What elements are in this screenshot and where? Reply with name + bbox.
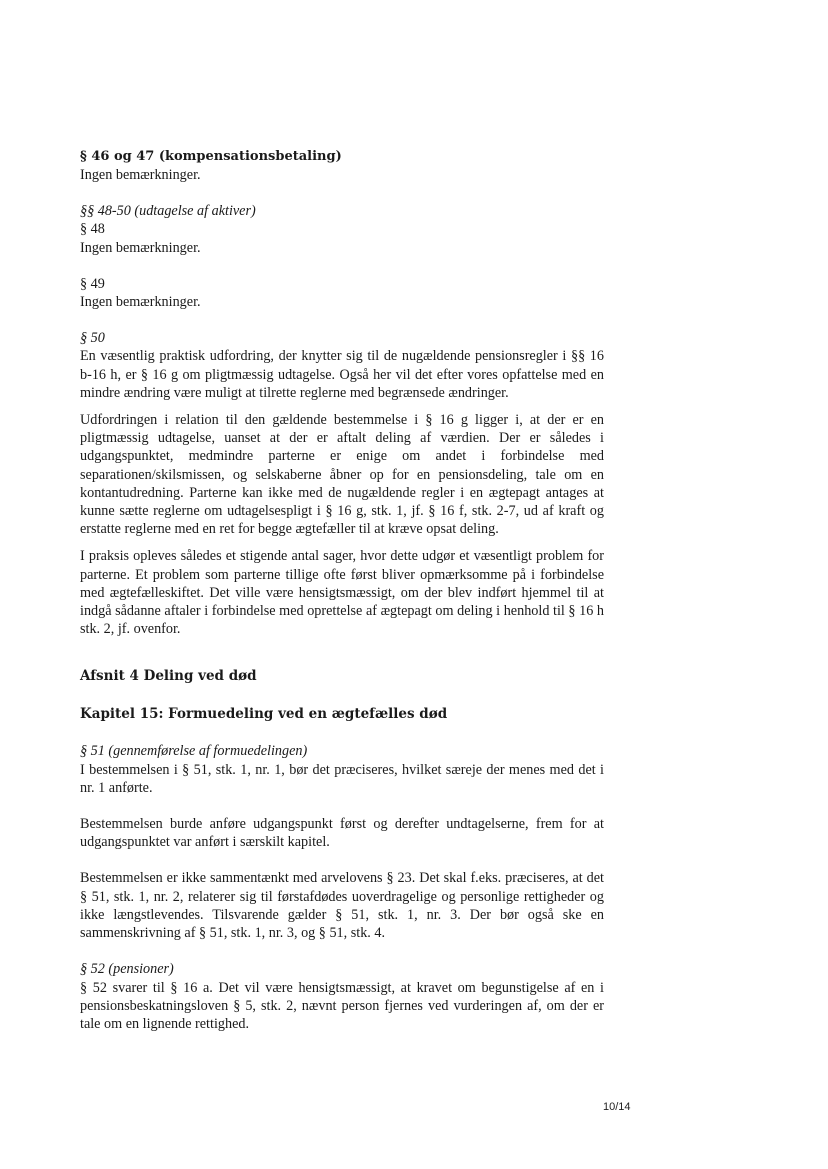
paragraph-text-49: Ingen bemærkninger. — [80, 294, 201, 311]
paragraph-50-text-2: Udfordringen i relation til den gældende bestemmelse i § 16 g ligger i, at der er en pligtmæssig udtagelse, uanset at der er aftalt deling af værdien. Der er således i udgangspunktet, medmindre parterne er enige om andet i forbindelse med separationen/skilsmissen, og selskaberne åbner op for en pensionsdeling, tale om en kontantudredning. Parterne kan ikke med de nugældende regler i en ægtepagt antages at kunne sætte reglerne om udtagelsespligt i § 16 g, stk. 1, jf. § 16 f, stk. 2-7, ud af kraft og erstatte reglerne med en ret for begge ægtefæller til at kræve opsat deling. — [80, 412, 604, 538]
paragraph-50-text-3: I praksis opleves således et stigende antal sager, hvor dette udgør et væsentligt problem for parterne. Et problem som parterne tillige ofte først bliver opmærksomme på i forbindelse med ægtefælleskiftet. Det ville være hensigtsmæssigt, om der blev indført hjemmel til at indgå sådanne aftaler i forbindelse med oprettelse af ægtepagt om deling i henhold til § 16 h stk. 2, jf. ovenfor. — [80, 548, 604, 638]
paragraph-51-text-1: I bestemmelsen i § 51, stk. 1, nr. 1, bør det præciseres, hvilket særeje der menes med det i nr. 1 anførte. — [80, 761, 604, 796]
paragraph-label-50: § 50 — [80, 330, 105, 347]
section-text-46-47: Ingen bemærkninger. — [80, 167, 201, 183]
paragraph-label-49: § 49 — [80, 275, 105, 292]
section-heading-52: § 52 (pensioner) — [80, 961, 174, 978]
section-heading-48-50: §§ 48-50 (udtagelse af aktiver) — [80, 203, 256, 220]
kapitel-title: Kapitel 15: Formuedeling ved en ægtefælles død — [80, 706, 448, 723]
section-heading-46-47: § 46 og 47 (kompensationsbetaling) — [80, 149, 342, 164]
paragraph-label-48: § 48 — [80, 221, 105, 238]
document-page — [80, 148, 604, 1033]
page-number: 10/14 — [603, 1101, 631, 1113]
paragraph-51-text-2: Bestemmelsen burde anføre udgangspunkt først og derefter undtagelserne, frem for at udgangspunktet var anført i særskilt kapitel. — [80, 816, 604, 851]
paragraph-52-text-1: § 52 svarer til § 16 a. Det vil være hensigtsmæssigt, at kravet om begunstigelse af en i pensionsbeskatningsloven § 5, stk. 2, nævnt person fjernes ved vurderingen af, om der er tale om en lignende rettighed. — [80, 979, 604, 1032]
section-heading-51: § 51 (gennemførelse af formuedelingen) — [80, 743, 308, 760]
paragraph-50-text-1: En væsentlig praktisk udfordring, der knytter sig til de nugældende pensionsregler i §§ 16 b-16 h, er § 16 g om pligtmæssig udtagelse. Også her vil det efter vores opfattelse med en mindre ændring være muligt at tilrette reglerne med begrænsede ændringer. — [80, 348, 604, 401]
paragraph-51-text-3: Bestemmelsen er ikke sammentænkt med arvelovens § 23. Det skal f.eks. præciseres, at det § 51, stk. 1, nr. 2, relaterer sig til førstafdødes uoverdragelige og personlige rettigheder og ikke længstlevendes. Tilsvarende gælder § 51, stk. 1, nr. 3. Der bør også ske en sammenskrivning af § 51, stk. 1, nr. 3, og § 51, stk. 4. — [80, 870, 604, 942]
paragraph-text-48: Ingen bemærkninger. — [80, 239, 201, 256]
afsnit-title: Afsnit 4 Deling ved død — [80, 668, 257, 685]
